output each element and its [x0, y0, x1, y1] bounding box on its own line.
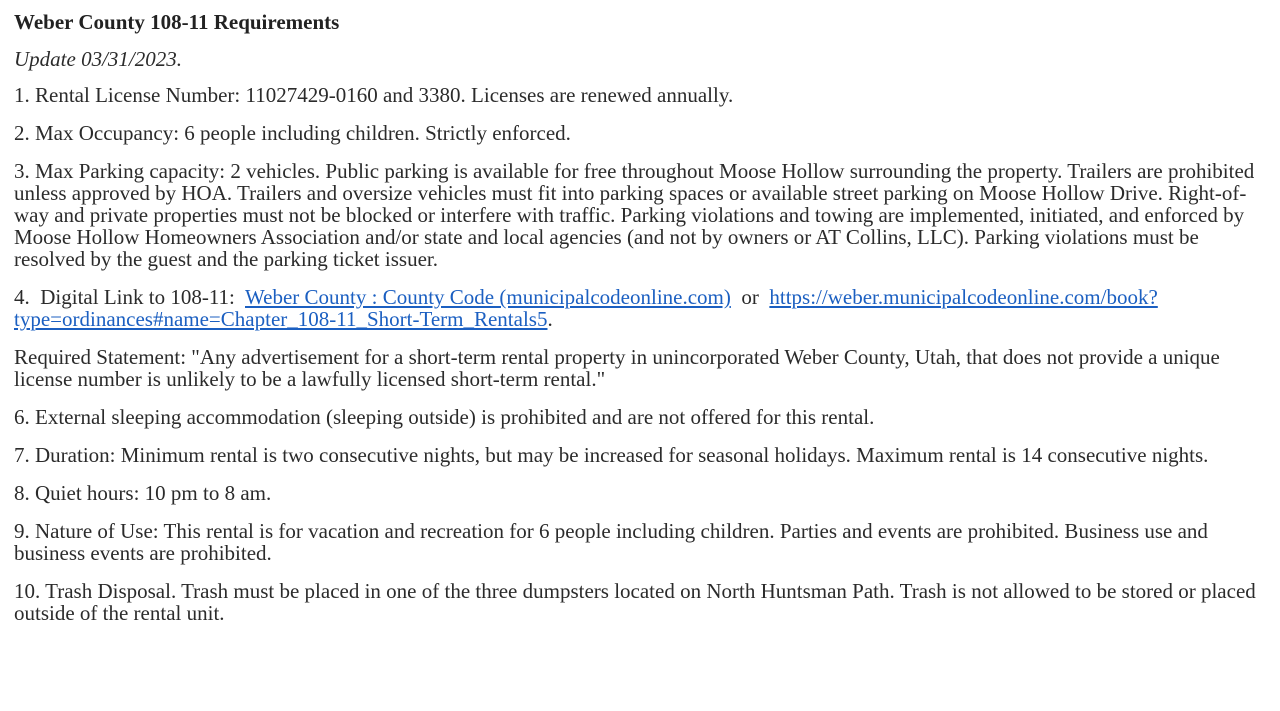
required-statement: Required Statement: "Any advertisement for a short-term rental property in unincorporated Weber County, Utah, that does not provide a unique license number is unlikely to be a lawfully licensed short-term rental.": [14, 345, 1220, 391]
update-date: Update 03/31/2023.: [14, 47, 182, 71]
item-max-occupancy: 2. Max Occupancy: 6 people including children. Strictly enforced.: [14, 121, 571, 145]
item-rental-license: 1. Rental License Number: 11027429-0160 and 3380. Licenses are renewed annually.: [14, 83, 734, 107]
item-digital-link: [14, 286, 1266, 330]
item-duration: 7. Duration: Minimum rental is two consecutive nights, but may be increased for seasonal holidays. Maximum rental is 14 consecutive nights.: [14, 443, 1209, 467]
item-quiet-hours: 8. Quiet hours: 10 pm to 8 am.: [14, 481, 272, 505]
digital-link-separator: or: [730, 285, 770, 309]
document-body: [14, 8, 1266, 640]
item-trash-disposal: 10. Trash Disposal. Trash must be placed in one of the three dumpsters located on North Huntsman Path. Trash is not allowed to be stored or placed outside of the rental unit.: [14, 579, 1256, 625]
item-external-sleeping: 6. External sleeping accommodation (sleeping outside) is prohibited and are not offered for this rental.: [14, 405, 875, 429]
digital-link-prefix: 4. Digital Link to 108-11:: [14, 285, 245, 309]
digital-link-suffix: .: [547, 307, 553, 331]
county-code-link[interactable]: Weber County : County Code (municipalcodeonline.com): [245, 285, 731, 309]
item-nature-of-use: 9. Nature of Use: This rental is for vacation and recreation for 6 people including children. Parties and events are prohibited. Business use and business events are prohibited.: [14, 519, 1208, 565]
page-title: Weber County 108-11 Requirements: [14, 10, 340, 34]
ordinance-url-link[interactable]: https://weber.municipalcodeonline.com/book?type=ordinances#name=Chapter_108-11_Short-Term_Rentals5: [14, 285, 1158, 331]
item-parking: 3. Max Parking capacity: 2 vehicles. Public parking is available for free throughout Moose Hollow surrounding the property. Trailers are prohibited unless approved by HOA. Trailers and oversize vehicles must fit into parking spaces or available street parking on Moose Hollow Drive. Right-of-way and private properties must not be blocked or interfere with traffic. Parking violations and towing are implemented, initiated, and enforced by Moose Hollow Homeowners Association and/or state and local agencies (and not by owners or AT Collins, LLC). Parking violations must be resolved by the guest and the parking ticket issuer.: [14, 159, 1255, 271]
